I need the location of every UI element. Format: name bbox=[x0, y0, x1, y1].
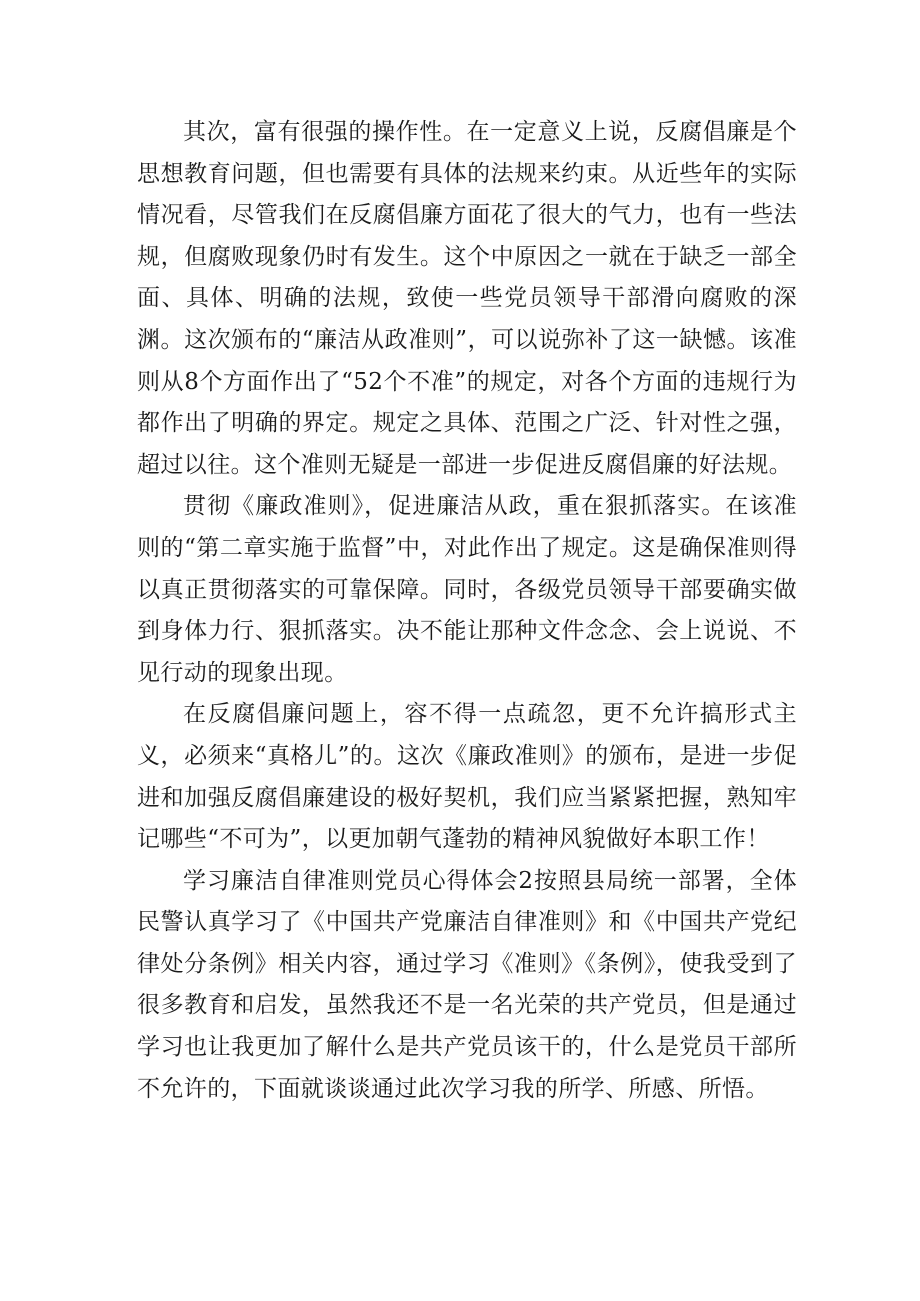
paragraph-4: 学习廉洁自律准则党员心得体会2按照县局统一部署，全体民警认真学习了《中国共产党廉洁自律准则》和《中国共产党纪律处分条例》相关内容，通过学习《准则》《条例》，使我受到了很多教育和启发，虽然我还不是一名光荣的共产党员，但是通过学习也让我更加了解什么是共产党员该干的，什么是党员干部所不允许的，下面就谈谈通过此次学习我的所学、所感、所悟。 bbox=[137, 867, 797, 1102]
document-body bbox=[137, 112, 797, 1110]
paragraph-1: 其次，富有很强的操作性。在一定意义上说，反腐倡廉是个思想教育问题，但也需要有具体的法规来约束。从近些年的实际情况看，尽管我们在反腐倡廉方面花了很大的气力，也有一些法规，但腐败现象仍时有发生。这个中原因之一就在于缺乏一部全面、具体、明确的法规，致使一些党员领导干部滑向腐败的深渊。这次颁布的“廉洁从政准则”，可以说弥补了这一缺憾。该准则从8个方面作出了“52个不准”的规定，对各个方面的违规行为都作出了明确的界定。规定之具体、范围之广泛、针对性之强，超过以往。这个准则无疑是一部进一步促进反腐倡廉的好法规。 bbox=[137, 119, 797, 478]
paragraph-2: 贯彻《廉政准则》，促进廉洁从政，重在狠抓落实。在该准则的“第二章实施于监督”中，对此作出了规定。这是确保准则得以真正贯彻落实的可靠保障。同时，各级党员领导干部要确实做到身体力行、狠抓落实。决不能让那种文件念念、会上说说、不见行动的现象出现。 bbox=[137, 493, 797, 686]
paragraph-3: 在反腐倡廉问题上，容不得一点疏忽，更不允许搞形式主义，必须来“真格儿”的。这次《廉政准则》的颁布，是进一步促进和加强反腐倡廉建设的极好契机，我们应当紧紧把握，熟知牢记哪些“不可为”，以更加朝气蓬勃的精神风貌做好本职工作！ bbox=[137, 701, 797, 853]
